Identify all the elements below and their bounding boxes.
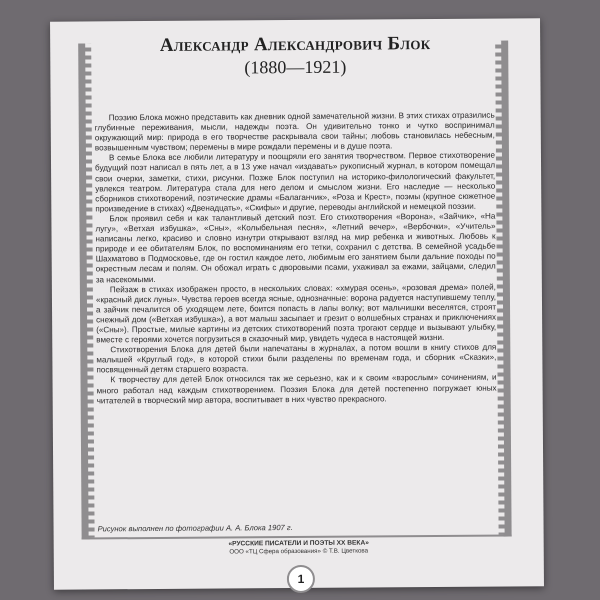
illustration-caption: Рисунок выполнен по фотографии А. А. Блока 1907 г. [97, 523, 293, 534]
paragraph: Стихотворения Блока для детей были напечатаны в журналах, а потом вошли в книгу стихов для малышей «Круглый год», в которой стихи были разделены по временам года, и сборник «Сказки», посвященный детям старшего возраста. [96, 342, 497, 375]
paragraph: Пейзаж в стихах изображен просто, в нескольких словах: «хмурая осень», «розовая дрема» полей, «красный диск луны». Чувства героев всегда ясные, однозначные: ворона радуется наступившему теплу, а зайчик печалится об уходящем лете, боится попасть в лапы волку; вот мальчишки веселятся, строят снежный дом («Ветхая избушка»), а вот малыш засыпает и грезит о волшебных странах и приключениях («Сны»). Простые, милые картины из детских стихотворений поэта трогают сердце и вызывают улыбку, вместе с героями хочется погрузиться в сказочный мир, увидеть чудеса в настоящей жизни. [95, 282, 497, 345]
poet-name: Александр Александрович Блок [159, 33, 431, 56]
card-heading [50, 32, 540, 79]
paragraph: Поэзию Блока можно представить как дневник одной замечательной жизни. В этих стихах отразились глубинные переживания, мысли, надежды поэта. Он удивительно тонко и чутко воспринимал окружающий мир: природа в его творчестве раскрывала свои тайны; любовь становилась небесным, возвышенным чувством; перемены в мире рождали перемены и в душе поэта. [94, 110, 495, 153]
biography-text [95, 111, 497, 407]
series-title: «РУССКИЕ ПИСАТЕЛИ И ПОЭТЫ XX ВЕКА» [228, 539, 369, 548]
publisher-line: ООО «ТЦ Сфера образования» © Т.В. Цветкова [229, 547, 369, 556]
page-number-badge: 1 [287, 565, 315, 593]
paragraph: Блок проявил себя и как талантливый детский поэт. Его стихотворения «Ворона», «Зайчик», «На лугу», «Ветхая избушка», «Сны», «Колыбельная песня», «Летний вечер», «Вербочки», «Учитель» написаны легко, красиво и словно изнутри открывают взгляд на мир ребенка и животных. Любовь к природе и ее обитателям Блок, по воспоминаниям его тетки, сохранил с детства. В семейной усадьбе Шахматово в Подмосковье, где он гостил каждое лето, любимым его занятием были дальние походы по окрестным лесам и полям. Он обожал играть с дворовыми псами, ухаживал за ежами, зайцами, следил за насекомыми. [95, 211, 496, 284]
paragraph: В семье Блока все любили литературу и поощряли его занятия творчеством. Первое стихотворение будущий поэт написал в пять лет, а в 13 уже начал «издавать» рукописный журнал, в котором помещал свои очерки, заметки, стихи, рисунки. Позже Блок поступил на историко-филологический факультет, увлекся театром. Литература стала для него делом и смыслом жизни. Его наследие — несколько сборников стихотворений, поэтические драмы «Балаганчик», «Роза и Крест», поэмы (крупное сюжетное произведение в стихах) «Двенадцать», «Скифы» и другие, переводы английской и немецкой поэзии. [95, 150, 496, 214]
paragraph: К творчеству для детей Блок относился так же серьезно, как и к своим «взрослым» сочинениям, и много работал над каждым стихотворением. Поэзия Блока для детей постепенно погружает юных читателей в творческий мир автора, воспитывает в них чувство прекрасного. [96, 373, 497, 406]
info-card [50, 18, 544, 589]
card-footer [54, 538, 544, 556]
frame-ornament-left [85, 43, 94, 537]
poet-years: (1880—1921) [244, 56, 347, 78]
frame-ornament-right [495, 41, 504, 535]
